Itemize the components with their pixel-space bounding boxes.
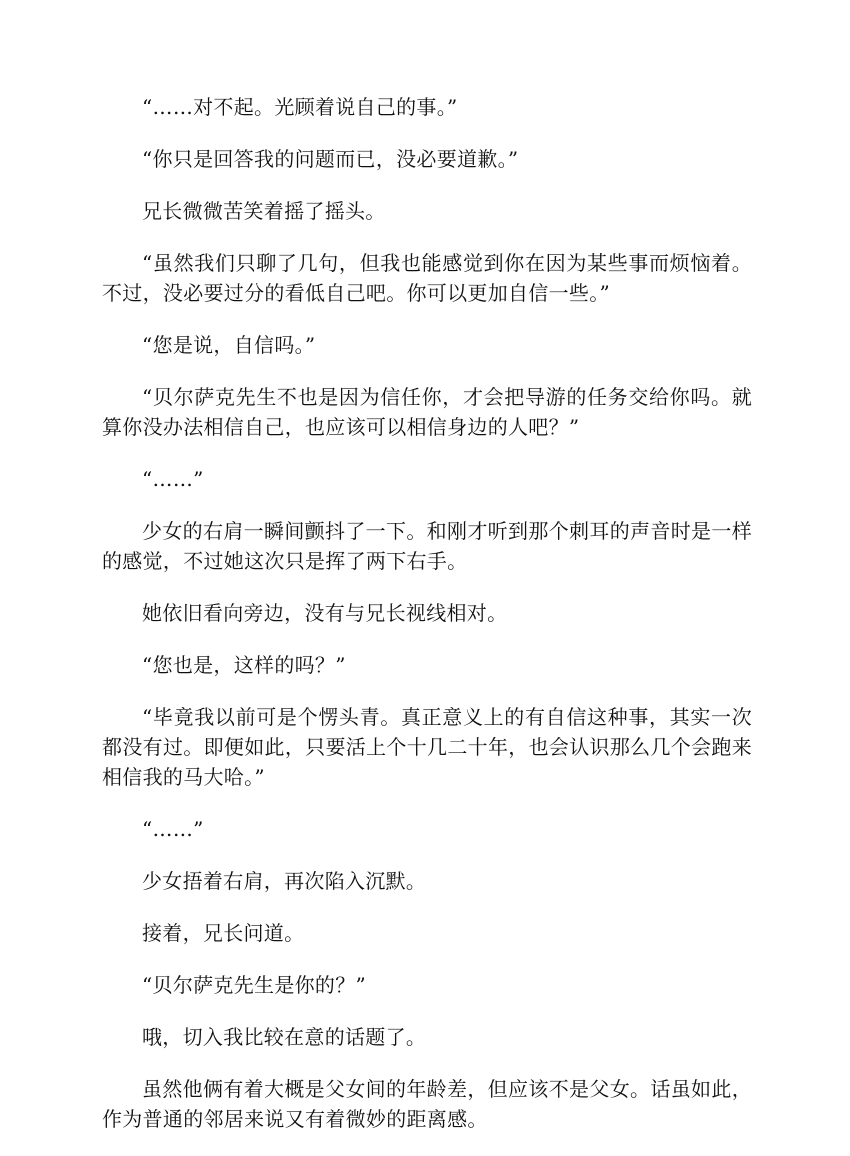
body-text xyxy=(102,92,752,1156)
paragraph: 少女的右肩一瞬间颤抖了一下。和刚才听到那个刺耳的声音时是一样的感觉，不过她这次只是挥了两下右手。 xyxy=(102,519,752,573)
paragraph: “您是说，自信吗。” xyxy=(142,333,316,357)
paragraph: 少女捂着右肩，再次陷入沉默。 xyxy=(142,869,427,893)
paragraph: “虽然我们只聊了几句，但我也能感觉到你在因为某些事而烦恼着。不过，没必要过分的看低自己吧。你可以更加自信一些。” xyxy=(102,251,752,305)
paragraph: “您也是，这样的吗？” xyxy=(142,653,346,677)
paragraph: 虽然他俩有着大概是父女间的年龄差，但应该不是父女。话虽如此，作为普通的邻居来说又有着微妙的距离感。 xyxy=(102,1077,752,1131)
paragraph: “贝尔萨克先生是你的？” xyxy=(142,973,367,997)
paragraph: “……” xyxy=(142,817,204,841)
paragraph: 她依旧看向旁边，没有与兄长视线相对。 xyxy=(142,601,508,625)
paragraph: “你只是回答我的问题而已，没必要道歉。” xyxy=(142,147,519,171)
paragraph: “……” xyxy=(142,467,204,491)
paragraph: 接着，兄长问道。 xyxy=(142,921,305,945)
paragraph: “……对不起。光顾着说自己的事。” xyxy=(142,95,458,119)
paragraph: 哦，切入我比较在意的话题了。 xyxy=(142,1025,427,1049)
paragraph: “贝尔萨克先生不也是因为信任你，才会把导游的任务交给你吗。就算你没办法相信自己，也应该可以相信身边的人吧？” xyxy=(102,385,752,439)
paragraph: “毕竟我以前可是个愣头青。真正意义上的有自信这种事，其实一次都没有过。即便如此，只要活上个十几二十年，也会认识那么几个会跑来相信我的马大哈。” xyxy=(102,705,752,789)
paragraph: 兄长微微苦笑着摇了摇头。 xyxy=(142,199,386,223)
